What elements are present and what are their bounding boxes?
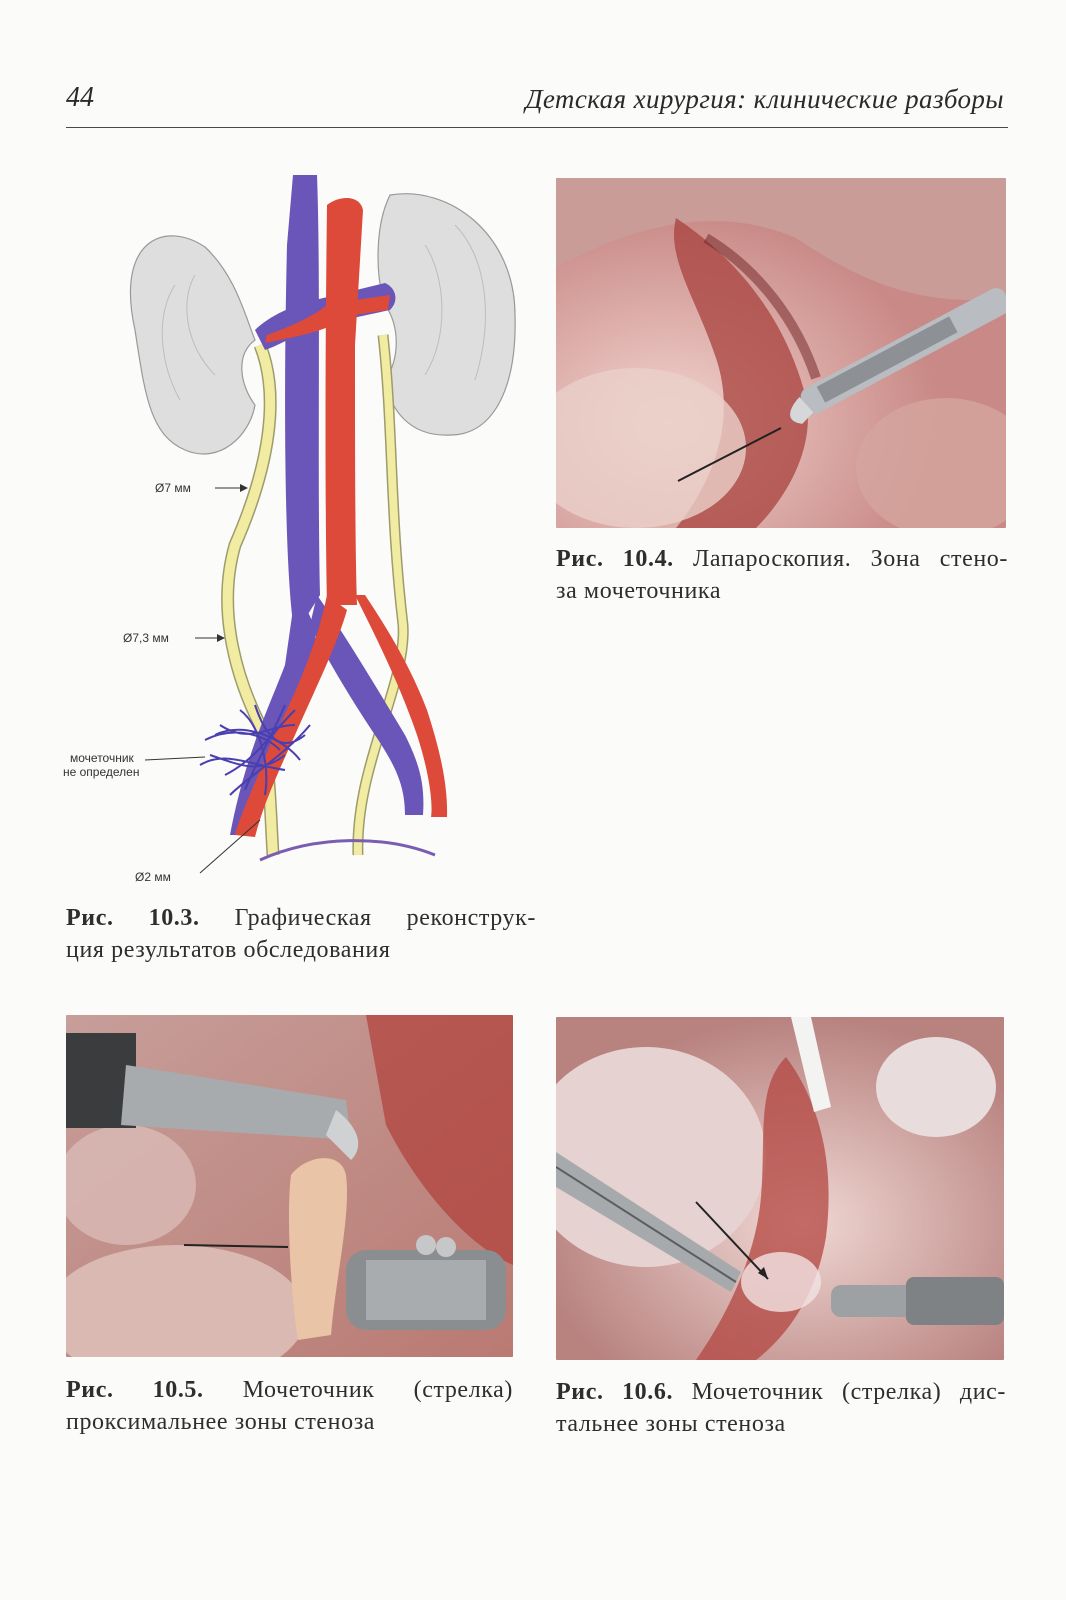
figure-10-4-caption bbox=[556, 543, 1008, 607]
figure-10-3-number: Рис. 10.3. bbox=[66, 905, 200, 931]
laparoscopy-photo-10-6 bbox=[556, 1017, 1004, 1360]
aorta bbox=[326, 198, 364, 605]
header-rule bbox=[66, 127, 1008, 128]
figure-10-5-caption-line1: Мочеточник (стрелка) bbox=[242, 1377, 514, 1403]
laparoscopy-photo-10-4 bbox=[556, 178, 1006, 528]
figure-10-6-number: Рис. 10.6. bbox=[556, 1379, 674, 1405]
figure-10-3-caption-line1: Графическая реконструк- bbox=[234, 905, 536, 931]
ureter-undetermined-label-line1: мочеточник bbox=[70, 751, 134, 765]
figure-10-6-caption-line2: тальнее зоны стеноза bbox=[556, 1411, 786, 1437]
ureter-undetermined-label-line2: не определен bbox=[63, 765, 140, 779]
page-number: 44 bbox=[66, 82, 94, 113]
vena-cava bbox=[285, 175, 320, 635]
anatomy-diagram bbox=[55, 165, 530, 890]
diameter-7-3mm-label: Ø7,3 мм bbox=[123, 631, 169, 645]
figure-10-6-caption bbox=[556, 1376, 1006, 1440]
laparoscopy-photo-10-5 bbox=[66, 1015, 513, 1357]
figure-10-5-caption-line2: проксимальнее зоны стеноза bbox=[66, 1409, 376, 1435]
figure-10-6-caption-line1: Мочеточник (стрелка) дис- bbox=[691, 1379, 1006, 1405]
figure-10-4-caption-line2: за мочеточника bbox=[556, 578, 722, 604]
figure-10-5-number: Рис. 10.5. bbox=[66, 1377, 204, 1403]
bladder-arc bbox=[260, 841, 435, 860]
figure-10-3-caption-line2: ция результатов обследования bbox=[66, 937, 391, 963]
right-kidney bbox=[378, 194, 515, 435]
left-kidney bbox=[130, 236, 255, 454]
figure-10-5-caption bbox=[66, 1374, 513, 1438]
figure-10-4-number: Рис. 10.4. bbox=[556, 546, 674, 572]
figure-10-3-caption bbox=[66, 902, 536, 966]
figure-10-4-caption-line1: Лапароскопия. Зона стено- bbox=[693, 546, 1008, 572]
running-title: Детская хирургия: клинические разборы bbox=[525, 84, 1004, 114]
diameter-7mm-label: Ø7 мм bbox=[155, 481, 191, 495]
diameter-2mm-label: Ø2 мм bbox=[135, 870, 171, 884]
